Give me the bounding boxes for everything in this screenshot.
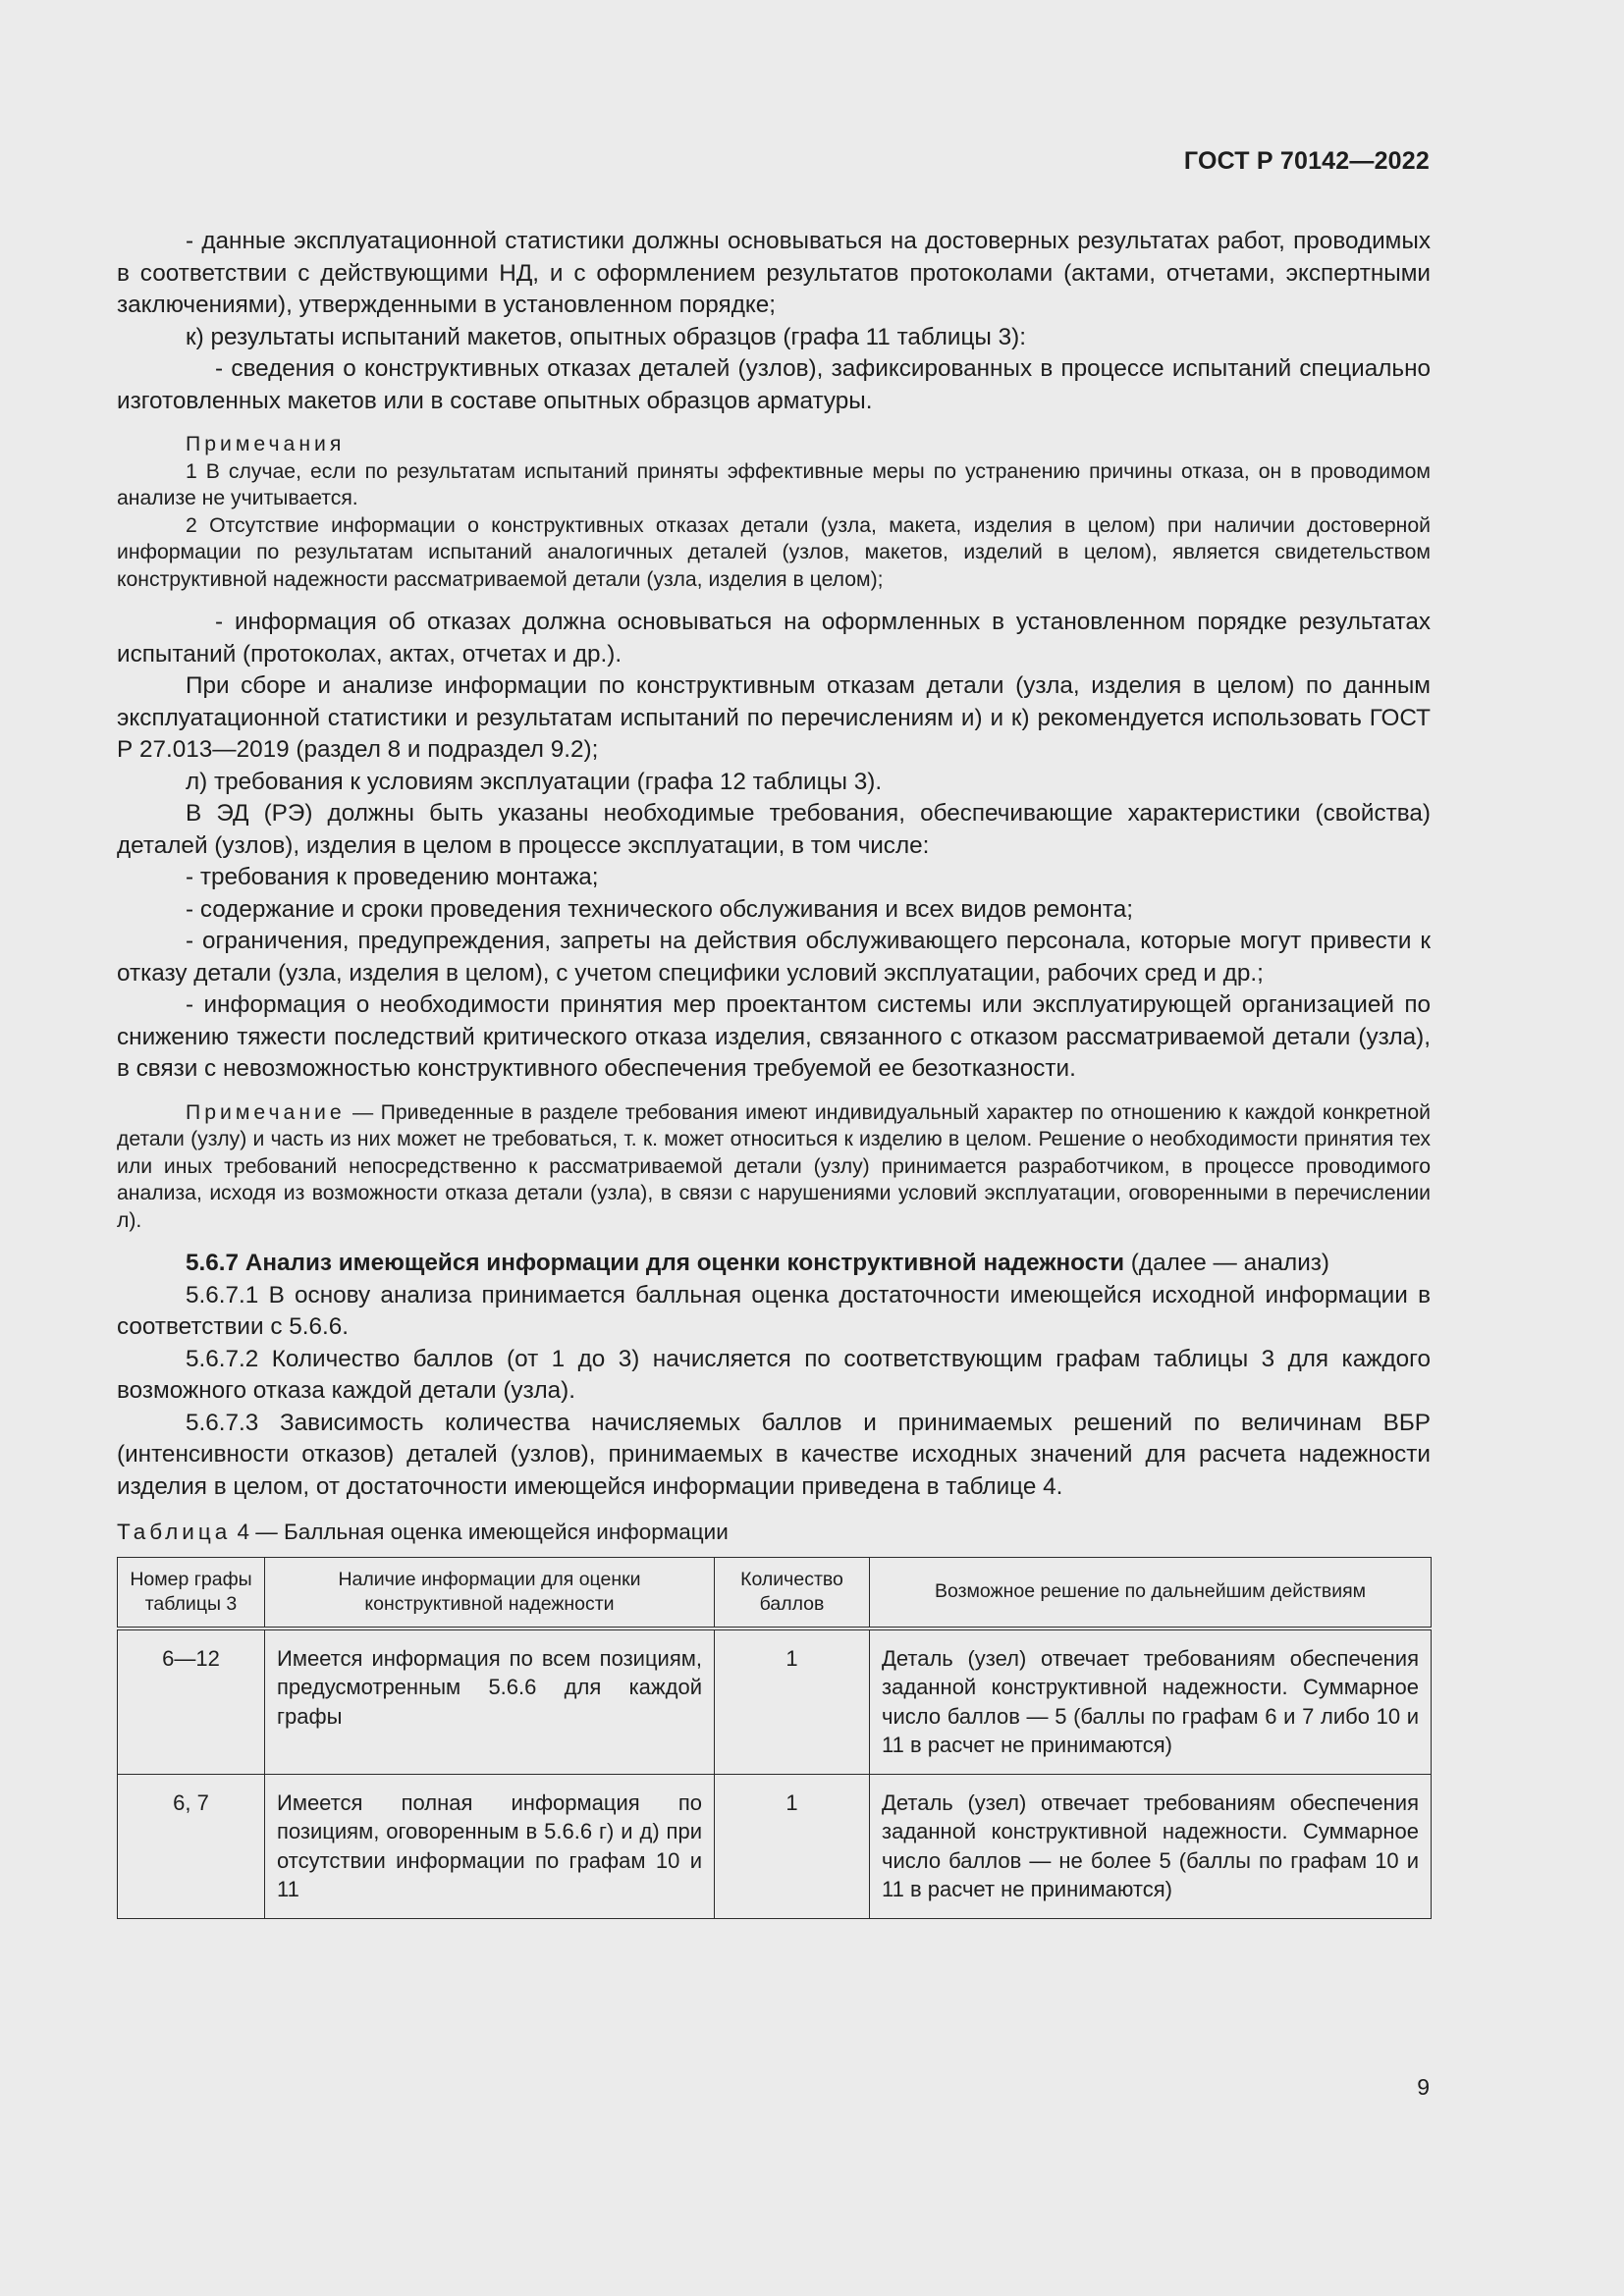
list-item: - ограничения, предупреждения, запреты на действия обслуживающего персонала, которые могут привести к отказу детали (узла, изделия в целом), с учетом специфики условий эксплуатации, рабочих сред и др.; bbox=[117, 928, 1431, 987]
paragraph: - данные эксплуатационной статистики должны основываться на достоверных результатах работ, проводимых в соответствии с действующими НД, и с оформлением результатов протоколами (актами, отчетами, экспертными заключениями), утвержденными в установленном порядке; bbox=[117, 228, 1431, 318]
note-title: Примечание bbox=[186, 1100, 346, 1124]
section-heading-rest: (далее — анализ) bbox=[1124, 1250, 1330, 1276]
list-item: - содержание и сроки проведения технического обслуживания и всех видов ремонта; bbox=[186, 895, 1133, 923]
cell-column-number: 6—12 bbox=[118, 1629, 265, 1775]
note-item: 2 Отсутствие информации о конструктивных отказах детали (узла, макета, изделия в целом) при наличии достоверной информации по результатам испытаний аналогичных деталей (узлов, макетов, изделий в целом), является свидетельством конструктивной надежности рассматриваемой детали (узла, изделия в целом); bbox=[117, 513, 1431, 591]
paragraph: - сведения о конструктивных отказах деталей (узлов), зафиксированных в процессе испытаний специально изготовленных макетов или в составе опытных образцов арматуры. bbox=[117, 355, 1431, 414]
score-table bbox=[117, 1557, 1432, 1919]
header-cell: Возможное решение по дальнейшим действиям bbox=[870, 1557, 1432, 1629]
paragraph: 5.6.7.2 Количество баллов (от 1 до 3) начисляется по соответствующим графам таблицы 3 для каждого возможного отказа каждой детали (узла). bbox=[117, 1345, 1431, 1404]
header-cell: Номер графы таблицы 3 bbox=[118, 1557, 265, 1629]
table-row bbox=[118, 1774, 1432, 1918]
table-row bbox=[118, 1629, 1432, 1775]
paragraph: В ЭД (РЭ) должны быть указаны необходимые требования, обеспечивающие характеристики (свойства) деталей (узлов), изделия в целом в процессе эксплуатации, в том числе: bbox=[117, 800, 1431, 859]
cell-info: Имеется полная информация по позициям, оговоренным в 5.6.6 г) и д) при отсутствии информации по графам 10 и 11 bbox=[265, 1774, 715, 1918]
paragraph: к) результаты испытаний макетов, опытных образцов (графа 11 таблицы 3): bbox=[186, 323, 1026, 350]
cell-points: 1 bbox=[715, 1774, 870, 1918]
header-cell: Наличие информации для оценки конструктивной надежности bbox=[265, 1557, 715, 1629]
cell-decision: Деталь (узел) отвечает требованиям обеспечения заданной конструктивной надежности. Суммарное число баллов — не более 5 (баллы по графам 10 и 11 в расчет не принимаются) bbox=[870, 1774, 1432, 1918]
paragraph: - информация об отказах должна основываться на оформленных в установленном порядке результатах испытаний (протоколах, актах, отчетах и др.). bbox=[117, 609, 1431, 667]
note-body: — Приведенные в разделе требования имеют индивидуальный характер по отношению к каждой конкретной детали (узлу) и часть из них может не требоваться, т. к. может относиться к изделию в целом. Решение о необходимости принятия тех или иных требований непосредственно к рассматриваемой детали (узлу) принимается разработчиком, в процессе проводимого анализа, исходя из возможности отказа детали (узла), в связи с нарушениями условий эксплуатации, оговоренными в перечислении л). bbox=[117, 1100, 1431, 1232]
list-item: - требования к проведению монтажа; bbox=[186, 864, 599, 890]
header-cell: Количество баллов bbox=[715, 1557, 870, 1629]
note-item: 1 В случае, если по результатам испытаний приняты эффективные меры по устранению причины отказа, он в проводимом анализе не учитывается. bbox=[117, 459, 1431, 509]
paragraph: л) требования к условиям эксплуатации (графа 12 таблицы 3). bbox=[186, 768, 883, 795]
paragraph: 5.6.7.1 В основу анализа принимается балльная оценка достаточности имеющейся исходной информации в соответствии с 5.6.6. bbox=[117, 1281, 1431, 1340]
paragraph: При сборе и анализе информации по конструктивным отказам детали (узла, изделия в целом) по данным эксплуатационной статистики и результатам испытаний по перечислениям и) и к) рекомендуется использовать ГОСТ Р 27.013—2019 (раздел 8 и подраздел 9.2); bbox=[117, 672, 1431, 763]
cell-column-number: 6, 7 bbox=[118, 1774, 265, 1918]
table-caption-text: 4 — Балльная оценка имеющейся информации bbox=[231, 1520, 729, 1544]
paragraph: 5.6.7.3 Зависимость количества начисляемых баллов и принимаемых решений по величинам ВБР (интенсивности отказов) деталей (узлов), принимаемых в качестве исходных значений для расчета надежности изделия в целом, от достаточности имеющейся информации приведена в таблице 4. bbox=[117, 1409, 1431, 1500]
table-caption-label: Таблица bbox=[117, 1520, 232, 1544]
document-number: ГОСТ Р 70142—2022 bbox=[1183, 147, 1430, 175]
notes-block bbox=[117, 431, 1431, 593]
page-number: 9 bbox=[1417, 2074, 1430, 2100]
section-heading-bold: 5.6.7 Анализ имеющейся информации для оценки конструктивной надежности bbox=[186, 1250, 1125, 1276]
cell-decision: Деталь (узел) отвечает требованиям обеспечения заданной конструктивной надежности. Суммарное число баллов — 5 (баллы по графам 6 и 7 либо 10 и 11 в расчет не принимаются) bbox=[870, 1629, 1432, 1775]
note-block bbox=[117, 1099, 1431, 1235]
cell-info: Имеется информация по всем позициям, предусмотренным 5.6.6 для каждой графы bbox=[265, 1629, 715, 1775]
table-caption bbox=[117, 1517, 1431, 1549]
note-text bbox=[117, 1099, 1431, 1235]
table-header-row bbox=[118, 1557, 1432, 1629]
section-heading bbox=[117, 1248, 1431, 1280]
notes-title: Примечания bbox=[186, 433, 346, 455]
page-body bbox=[117, 226, 1431, 1919]
list-item: - информация о необходимости принятия мер проектантом системы или эксплуатирующей организацией по снижению тяжести последствий критического отказа изделия, связанного с отказом рассматриваемой детали (узла), в связи с невозможностью конструктивного обеспечения требуемой ее безотказности. bbox=[117, 991, 1431, 1082]
cell-points: 1 bbox=[715, 1629, 870, 1775]
